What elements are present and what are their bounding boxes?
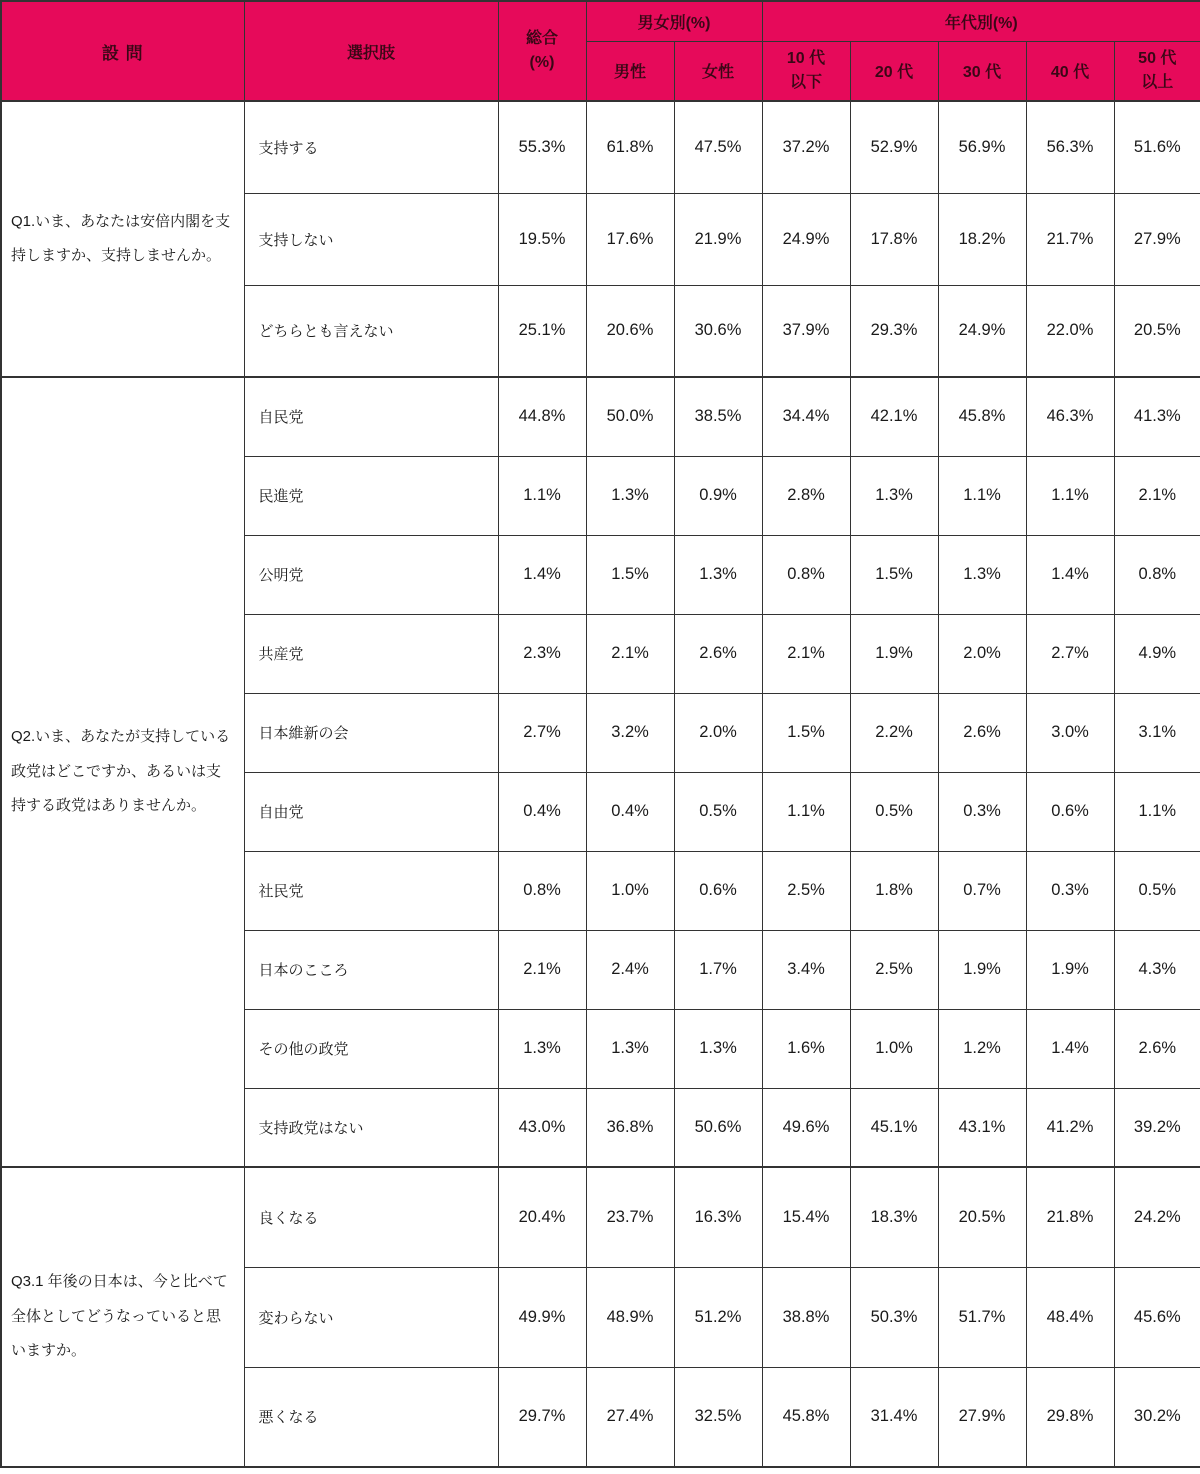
value-cell: 45.1% [850,1088,938,1167]
value-cell: 0.7% [938,851,1026,930]
value-cell: 37.9% [762,285,850,377]
value-cell: 44.8% [498,377,586,456]
value-cell: 15.4% [762,1167,850,1267]
value-cell: 17.8% [850,193,938,285]
value-cell: 52.9% [850,101,938,193]
value-cell: 1.0% [850,1009,938,1088]
value-cell: 29.7% [498,1367,586,1467]
choice-cell: どちらとも言えない [244,285,498,377]
value-cell: 1.6% [762,1009,850,1088]
value-cell: 2.1% [1114,456,1200,535]
value-cell: 2.3% [498,614,586,693]
value-cell: 2.1% [762,614,850,693]
total-header-line-2: (%) [529,54,555,71]
value-cell: 1.5% [762,693,850,772]
value-cell: 2.0% [938,614,1026,693]
value-cell: 1.1% [762,772,850,851]
value-cell: 18.3% [850,1167,938,1267]
value-cell: 4.9% [1114,614,1200,693]
choice-cell: 悪くなる [244,1367,498,1467]
value-cell: 17.6% [586,193,674,285]
value-cell: 1.5% [586,535,674,614]
choice-cell: その他の政党 [244,1009,498,1088]
value-cell: 50.6% [674,1088,762,1167]
value-cell: 2.6% [674,614,762,693]
table-row [1,377,1200,456]
value-cell: 1.3% [850,456,938,535]
value-cell: 43.0% [498,1088,586,1167]
value-cell: 3.2% [586,693,674,772]
value-cell: 48.9% [586,1267,674,1367]
age-10s-column-header [762,41,850,101]
value-cell: 16.3% [674,1167,762,1267]
age-20s-column-header: 20 代 [850,41,938,101]
value-cell: 51.2% [674,1267,762,1367]
value-cell: 24.9% [762,193,850,285]
header-row-groups [1,1,1200,41]
value-cell: 38.8% [762,1267,850,1367]
value-cell: 23.7% [586,1167,674,1267]
value-cell: 0.5% [850,772,938,851]
value-cell: 0.5% [1114,851,1200,930]
value-cell: 1.7% [674,930,762,1009]
value-cell: 43.1% [938,1088,1026,1167]
value-cell: 1.4% [498,535,586,614]
age-50s-header-line-2: 以上 [1141,73,1174,91]
value-cell: 1.9% [938,930,1026,1009]
value-cell: 19.5% [498,193,586,285]
value-cell: 37.2% [762,101,850,193]
value-cell: 36.8% [586,1088,674,1167]
value-cell: 1.2% [938,1009,1026,1088]
value-cell: 41.2% [1026,1088,1114,1167]
value-cell: 0.6% [1026,772,1114,851]
table-body [1,101,1200,1467]
value-cell: 0.3% [938,772,1026,851]
table-header [1,1,1200,101]
value-cell: 2.2% [850,693,938,772]
value-cell: 1.9% [1026,930,1114,1009]
value-cell: 2.7% [1026,614,1114,693]
table-row [1,101,1200,193]
value-cell: 45.6% [1114,1267,1200,1367]
gender-group-header: 男女別(%) [586,1,762,41]
value-cell: 4.3% [1114,930,1200,1009]
choice-cell: 公明党 [244,535,498,614]
value-cell: 0.8% [498,851,586,930]
value-cell: 0.9% [674,456,762,535]
age-50s-header-line-1: 50 代 [1138,49,1177,67]
value-cell: 50.3% [850,1267,938,1367]
choice-cell: 共産党 [244,614,498,693]
value-cell: 2.1% [498,930,586,1009]
question-cell: Q2.いま、あなたが支持している政党はどこですか、あるいは支持する政党はありませんか。 [1,377,244,1167]
value-cell: 29.3% [850,285,938,377]
value-cell: 55.3% [498,101,586,193]
value-cell: 41.3% [1114,377,1200,456]
question-column-header: 設 問 [1,1,244,101]
value-cell: 38.5% [674,377,762,456]
value-cell: 0.5% [674,772,762,851]
value-cell: 27.4% [586,1367,674,1467]
value-cell: 61.8% [586,101,674,193]
value-cell: 0.8% [762,535,850,614]
value-cell: 27.9% [938,1367,1026,1467]
choice-cell: 自由党 [244,772,498,851]
value-cell: 24.2% [1114,1167,1200,1267]
value-cell: 1.4% [1026,535,1114,614]
value-cell: 2.6% [938,693,1026,772]
age-30s-column-header: 30 代 [938,41,1026,101]
value-cell: 45.8% [938,377,1026,456]
choice-cell: 社民党 [244,851,498,930]
choice-cell: 日本のこころ [244,930,498,1009]
value-cell: 0.8% [1114,535,1200,614]
value-cell: 42.1% [850,377,938,456]
male-column-header: 男性 [586,41,674,101]
value-cell: 3.0% [1026,693,1114,772]
age-50s-column-header [1114,41,1200,101]
value-cell: 0.4% [586,772,674,851]
value-cell: 2.0% [674,693,762,772]
value-cell: 51.7% [938,1267,1026,1367]
value-cell: 22.0% [1026,285,1114,377]
value-cell: 47.5% [674,101,762,193]
value-cell: 2.8% [762,456,850,535]
value-cell: 1.3% [674,1009,762,1088]
value-cell: 31.4% [850,1367,938,1467]
value-cell: 1.1% [498,456,586,535]
choice-cell: 良くなる [244,1167,498,1267]
value-cell: 24.9% [938,285,1026,377]
choice-cell: 支持しない [244,193,498,285]
value-cell: 1.4% [1026,1009,1114,1088]
value-cell: 20.6% [586,285,674,377]
value-cell: 1.5% [850,535,938,614]
value-cell: 2.5% [850,930,938,1009]
value-cell: 32.5% [674,1367,762,1467]
age-group-header: 年代別(%) [762,1,1200,41]
value-cell: 20.5% [1114,285,1200,377]
age-10s-header-line-2: 以下 [790,73,823,91]
value-cell: 0.3% [1026,851,1114,930]
value-cell: 2.4% [586,930,674,1009]
value-cell: 1.3% [674,535,762,614]
value-cell: 21.8% [1026,1167,1114,1267]
value-cell: 48.4% [1026,1267,1114,1367]
value-cell: 49.6% [762,1088,850,1167]
choice-cell: 支持政党はない [244,1088,498,1167]
value-cell: 0.6% [674,851,762,930]
value-cell: 27.9% [1114,193,1200,285]
value-cell: 46.3% [1026,377,1114,456]
age-40s-column-header: 40 代 [1026,41,1114,101]
value-cell: 49.9% [498,1267,586,1367]
value-cell: 2.6% [1114,1009,1200,1088]
total-header-line-1: 総合 [525,30,558,47]
value-cell: 25.1% [498,285,586,377]
value-cell: 1.3% [586,456,674,535]
value-cell: 30.6% [674,285,762,377]
value-cell: 0.4% [498,772,586,851]
question-cell: Q1.いま、あなたは安倍内閣を支持しますか、支持しませんか。 [1,101,244,377]
choice-cell: 自民党 [244,377,498,456]
age-10s-header-line-1: 10 代 [786,49,826,67]
choice-cell: 民進党 [244,456,498,535]
value-cell: 51.6% [1114,101,1200,193]
value-cell: 21.9% [674,193,762,285]
value-cell: 1.8% [850,851,938,930]
value-cell: 3.1% [1114,693,1200,772]
value-cell: 50.0% [586,377,674,456]
choice-column-header: 選択肢 [244,1,498,101]
question-cell: Q3.1 年後の日本は、今と比べて全体としてどうなっていると思いますか。 [1,1167,244,1467]
value-cell: 1.3% [938,535,1026,614]
value-cell: 21.7% [1026,193,1114,285]
value-cell: 29.8% [1026,1367,1114,1467]
value-cell: 34.4% [762,377,850,456]
value-cell: 2.5% [762,851,850,930]
value-cell: 56.3% [1026,101,1114,193]
value-cell: 18.2% [938,193,1026,285]
value-cell: 39.2% [1114,1088,1200,1167]
table-row [1,1167,1200,1267]
value-cell: 3.4% [762,930,850,1009]
choice-cell: 変わらない [244,1267,498,1367]
value-cell: 20.4% [498,1167,586,1267]
value-cell: 1.1% [938,456,1026,535]
value-cell: 1.1% [1026,456,1114,535]
value-cell: 1.3% [586,1009,674,1088]
value-cell: 30.2% [1114,1367,1200,1467]
value-cell: 1.0% [586,851,674,930]
choice-cell: 支持する [244,101,498,193]
value-cell: 2.1% [586,614,674,693]
choice-cell: 日本維新の会 [244,693,498,772]
value-cell: 20.5% [938,1167,1026,1267]
value-cell: 1.3% [498,1009,586,1088]
value-cell: 45.8% [762,1367,850,1467]
value-cell: 56.9% [938,101,1026,193]
total-column-header [498,1,586,101]
female-column-header: 女性 [674,41,762,101]
value-cell: 1.9% [850,614,938,693]
value-cell: 1.1% [1114,772,1200,851]
value-cell: 2.7% [498,693,586,772]
